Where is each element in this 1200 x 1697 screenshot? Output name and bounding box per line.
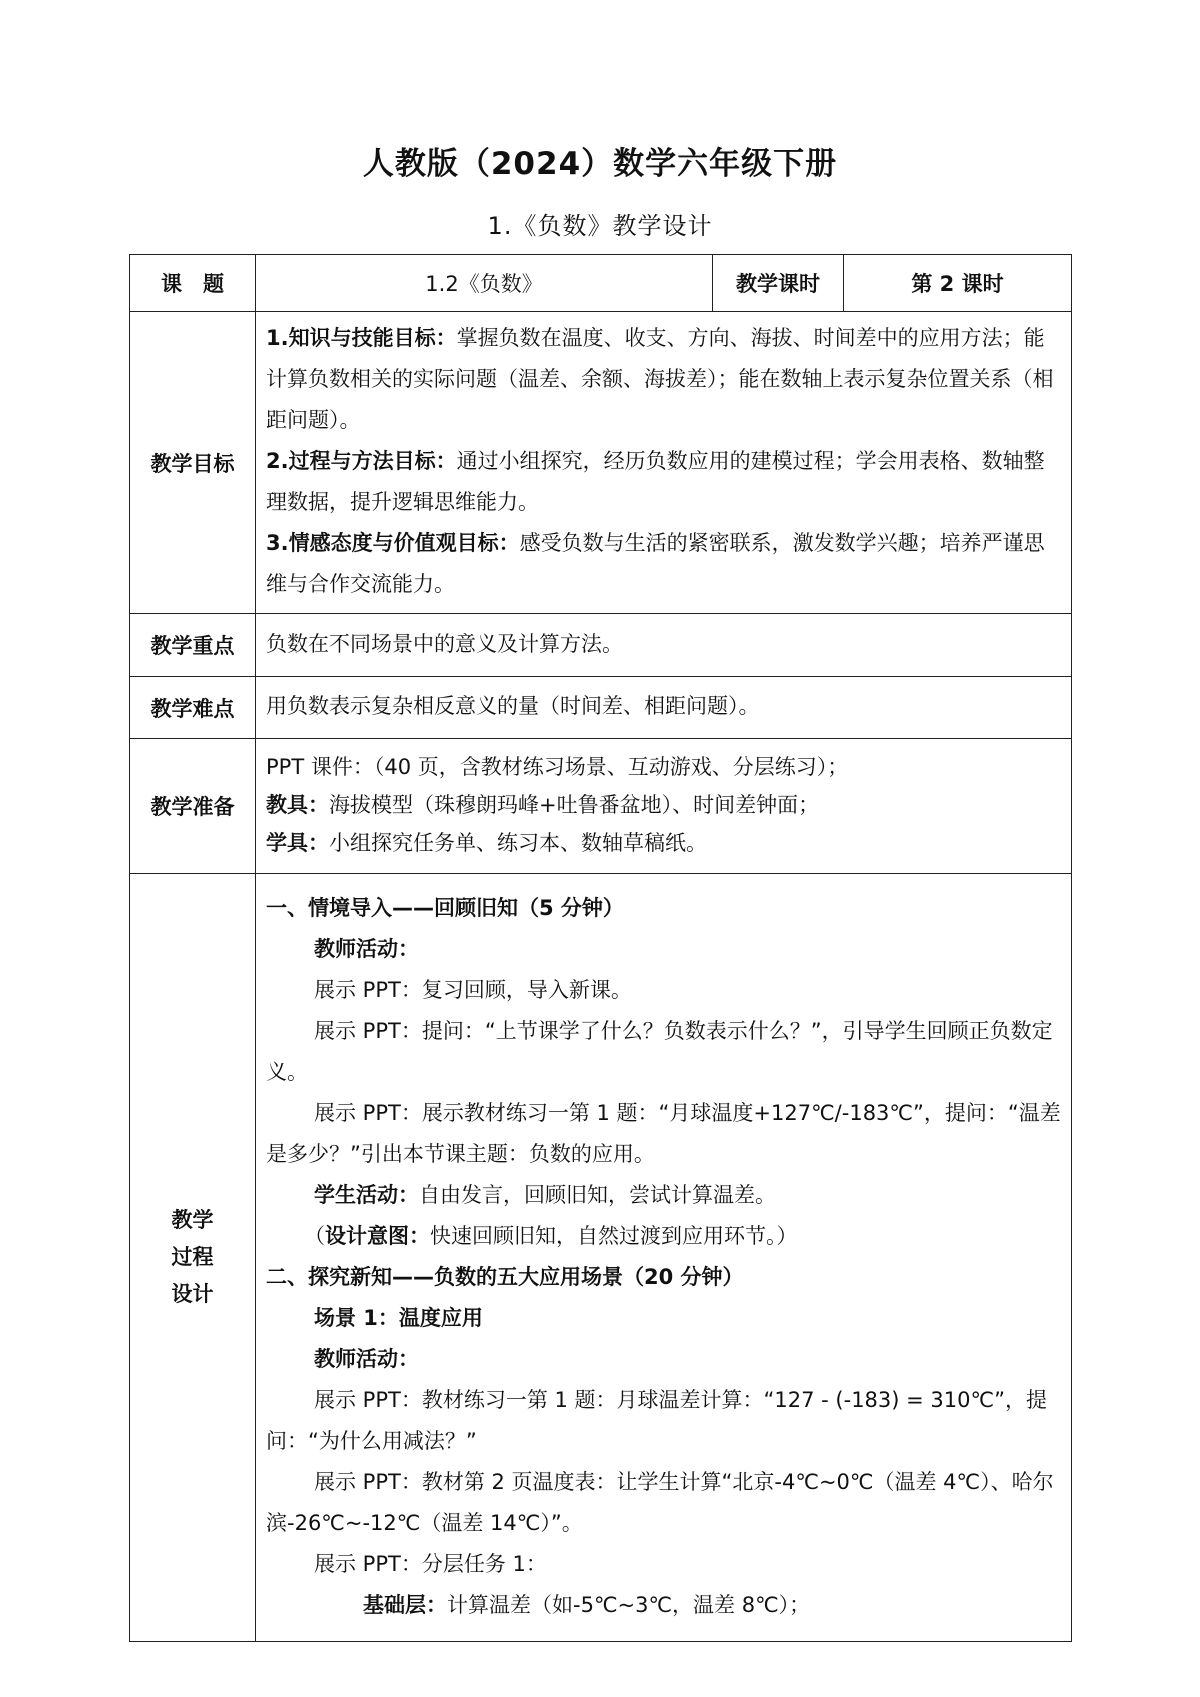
document-subtitle: 1.《负数》教学设计 <box>487 212 713 240</box>
preparation-content <box>256 739 1072 874</box>
goal-item <box>266 318 1061 441</box>
process-label-line: 设计 <box>171 1282 214 1306</box>
goal-item <box>266 441 1061 523</box>
basic-level-head: 基础层： <box>363 1592 447 1617</box>
prep-head: 学具： <box>266 831 329 855</box>
process-label-line: 教学 <box>171 1208 214 1232</box>
goal-text: 感受负数与生活的紧密联系，激发数学兴趣；培养严谨思维与合作交流能力。 <box>266 531 1045 596</box>
student-activity-text: 自由发言，回顾旧知，尝试计算温差。 <box>419 1182 776 1207</box>
table-row <box>130 255 1072 312</box>
teacher-activity-heading: 教师活动： <box>314 936 419 961</box>
goals-label: 教学目标 <box>130 312 256 614</box>
teacher-activity-heading: 教师活动： <box>314 1346 419 1371</box>
goal-text: 通过小组探究，经历负数应用的建模过程；学会用表格、数轴整理数据，提升逻辑思维能力。 <box>266 449 1045 514</box>
goal-head: 3.情感态度与价值观目标： <box>266 531 520 555</box>
table-row <box>130 739 1072 874</box>
prep-item <box>266 786 1061 824</box>
prep-item <box>266 824 1061 862</box>
paragraph: 展示 PPT：教材练习一第 1 题：月球温差计算：“127 - (-183) = 310℃”，提问：“为什么用减法？” <box>266 1387 1047 1453</box>
goal-text: 掌握负数在温度、收支、方向、海拔、时间差中的应用方法；能计算负数相关的实际问题（温差、余额、海拔差）；能在数轴上表示复杂位置关系（相距问题）。 <box>266 326 1054 432</box>
focus-label: 教学重点 <box>130 614 256 677</box>
hours-label: 教学课时 <box>713 255 844 312</box>
focus-text: 负数在不同场景中的意义及计算方法。 <box>256 614 1072 677</box>
table-row <box>130 614 1072 677</box>
design-intent <box>266 1216 1061 1257</box>
goal-item <box>266 523 1061 605</box>
paragraph: 展示 PPT：教材第 2 页温度表：让学生计算“北京-4℃~0℃（温差 4℃）、哈尔滨-26℃~-12℃（温差 14℃）”。 <box>266 1469 1054 1535</box>
table-row <box>130 312 1072 614</box>
lesson-plan-table <box>129 254 1072 1642</box>
process-content <box>256 874 1072 1642</box>
student-activity-head: 学生活动： <box>314 1182 419 1207</box>
process-label <box>130 874 256 1642</box>
student-activity <box>266 1175 1061 1216</box>
prep-text: 海拔模型（珠穆朗玛峰+吐鲁番盆地）、时间差钟面； <box>329 793 820 817</box>
prep-head: 教具： <box>266 793 329 817</box>
process-label-line: 过程 <box>171 1245 214 1269</box>
goal-head: 1.知识与技能目标： <box>266 326 457 350</box>
prep-text: 小组探究任务单、练习本、数轴草稿纸。 <box>329 831 707 855</box>
difficulty-label: 教学难点 <box>130 677 256 739</box>
scene-title: 场景 1：温度应用 <box>314 1305 483 1330</box>
paragraph: 展示 PPT：提问：“上节课学了什么？负数表示什么？”，引导学生回顾正负数定义。 <box>266 1018 1053 1084</box>
section-title: 二、探究新知——负数的五大应用场景（20 分钟） <box>266 1264 744 1289</box>
design-intent-text: 快速回顾旧知，自然过渡到应用环节。） <box>430 1223 798 1248</box>
document-title: 人教版（2024）数学六年级下册 <box>362 146 838 182</box>
topic-value: 1.2《负数》 <box>256 255 713 312</box>
paragraph: 展示 PPT：展示教材练习一第 1 题：“月球温度+127℃/-183℃”，提问：“温差是多少？”引出本节课主题：负数的应用。 <box>266 1100 1061 1166</box>
paragraph: 展示 PPT：复习回顾，导入新课。 <box>314 977 632 1002</box>
prep-text: （40 页，含教材练习场景、互动游戏、分层练习）； <box>373 755 849 779</box>
design-intent-head: 设计意图： <box>325 1223 430 1248</box>
topic-label: 课 题 <box>130 255 256 312</box>
section-title: 一、情境导入——回顾旧知（5 分钟） <box>266 895 624 920</box>
design-intent-paren: （ <box>304 1223 325 1248</box>
basic-level-item <box>266 1585 1061 1626</box>
preparation-label: 教学准备 <box>130 739 256 874</box>
basic-level-text: 计算温差（如-5℃~3℃，温差 8℃）； <box>447 1592 811 1617</box>
goals-content <box>256 312 1072 614</box>
prep-item <box>266 748 1061 786</box>
hours-value: 第 2 课时 <box>844 255 1072 312</box>
difficulty-text: 用负数表示复杂相反意义的量（时间差、相距问题）。 <box>256 677 1072 739</box>
goal-head: 2.过程与方法目标： <box>266 449 457 473</box>
table-row <box>130 874 1072 1642</box>
prep-head: PPT 课件： <box>266 755 374 779</box>
table-row <box>130 677 1072 739</box>
paragraph: 展示 PPT：分层任务 1： <box>314 1551 547 1576</box>
